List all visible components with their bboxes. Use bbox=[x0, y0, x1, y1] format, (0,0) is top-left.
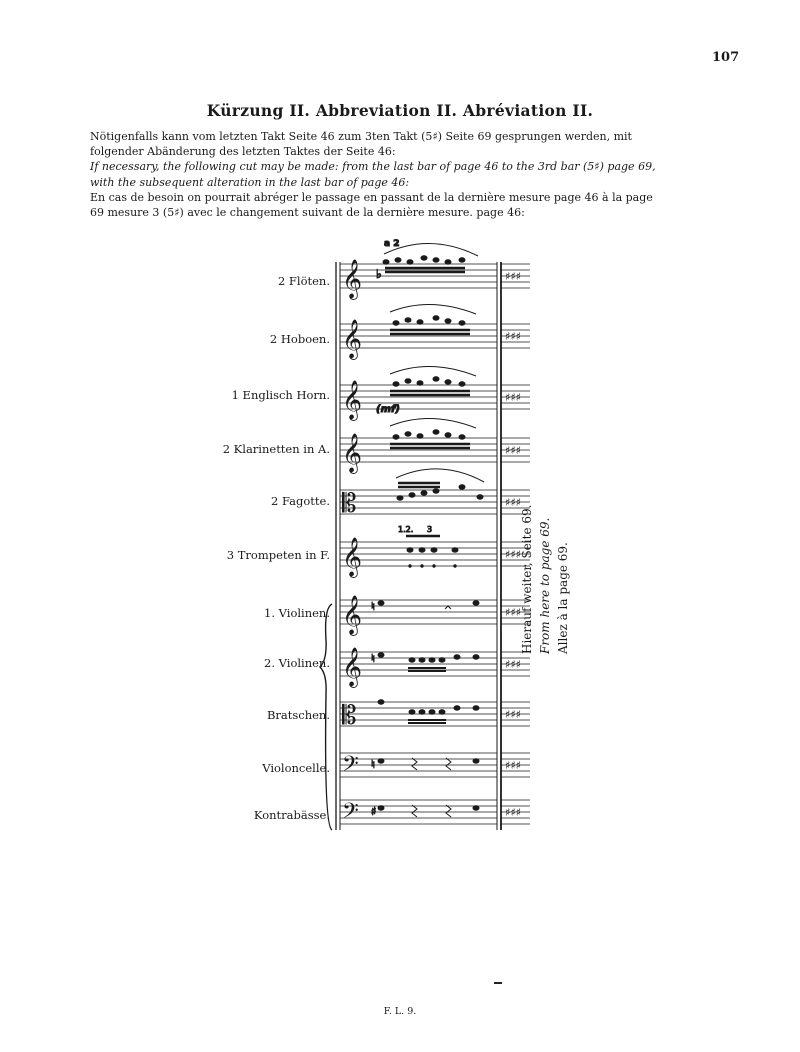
flute-figure bbox=[376, 243, 478, 281]
instrument-label-violinen-2: 2. Violinen. bbox=[264, 656, 330, 670]
clarinet-figure bbox=[390, 418, 476, 448]
trumpet-figure bbox=[398, 525, 458, 567]
treble-clef-icon: 𝄞 bbox=[342, 595, 363, 635]
oboe-figure bbox=[390, 304, 476, 334]
instrument-label-bratschen: Bratschen. bbox=[266, 708, 330, 722]
instruction-german: Nötigenfalls kann vom letzten Takt Seite 46 zum 3ten Takt (5♯) Seite 69 gesprungen werden, mit folgender Abänderung des letzten Taktes der Seite 46: bbox=[90, 130, 632, 159]
instrument-label-violinen-1: 1. Violinen. bbox=[264, 606, 330, 620]
svg-text:♭: ♭ bbox=[376, 267, 382, 281]
svg-text:♯: ♯ bbox=[371, 805, 377, 818]
footer-plate-number: F. L. 9. bbox=[383, 1006, 417, 1017]
trumpet-parts-label: 1.2. bbox=[398, 525, 414, 534]
instruction-english: If necessary, the following cut may be made: from the last bar of page 46 to the 3rd bar (5♯) page 69, with the subsequent alteration in the last bar of page 46: bbox=[90, 160, 656, 189]
ink-mark bbox=[494, 982, 502, 984]
strings-brace bbox=[320, 604, 332, 830]
side-note bbox=[520, 490, 620, 660]
treble-clef-icon: 𝄞 bbox=[342, 319, 363, 359]
treble-clef-icon: 𝄞 bbox=[342, 647, 363, 687]
a2-marking: a 2 bbox=[384, 239, 400, 249]
english-horn-figure bbox=[390, 366, 476, 395]
sharp-key-signature-icon: ♯♯♯ bbox=[505, 658, 521, 671]
sharp-key-signature-icon: ♯♯♯ bbox=[505, 496, 521, 509]
sharp-key-signature-icon: ♯♯♯ bbox=[505, 548, 521, 561]
trumpet-part3-label: 3 bbox=[427, 525, 433, 534]
treble-clef-icon: 𝄞 bbox=[342, 380, 363, 420]
bass-clef-icon: 𝄢 bbox=[342, 752, 359, 782]
page-title: Kürzung II. Abbreviation II. Abréviation II. bbox=[206, 101, 594, 120]
instrument-label-klarinetten: 2 Klarinetten in A. bbox=[222, 442, 330, 456]
svg-text:♮: ♮ bbox=[371, 758, 375, 771]
side-note-english: From here to page 69. bbox=[538, 517, 552, 654]
instrument-label-englisch-horn: 1 Englisch Horn. bbox=[231, 388, 330, 402]
treble-clef-icon: 𝄞 bbox=[342, 433, 363, 473]
sharp-key-signature-icon: ♯♯♯ bbox=[505, 759, 521, 772]
instrument-label-kontrabaesse: Kontrabässe. bbox=[253, 808, 330, 822]
tenor-clef-icon: 𝄡 bbox=[342, 489, 357, 519]
page-number: 107 bbox=[712, 50, 740, 65]
side-note-french: Allez à la page 69. bbox=[556, 542, 570, 654]
svg-text:♮: ♮ bbox=[371, 600, 375, 613]
instrument-label-fagotte: 2 Fagotte. bbox=[270, 494, 330, 508]
sharp-key-signature-icon: ♯♯♯ bbox=[505, 444, 521, 457]
dynamic-mf: (mf) bbox=[376, 404, 400, 415]
bass-clef-icon: 𝄢 bbox=[342, 799, 359, 829]
bassoon-figure bbox=[396, 469, 484, 500]
alto-clef-icon: 𝄡 bbox=[342, 701, 357, 731]
instrument-label-trompeten: 3 Trompeten in F. bbox=[226, 548, 330, 562]
sharp-key-signature-icon: ♯♯♯ bbox=[505, 391, 521, 404]
instrument-label-floeten: 2 Flöten. bbox=[277, 274, 330, 288]
instrument-label-violoncelle: Violoncelle. bbox=[262, 761, 330, 775]
strings-figures bbox=[371, 600, 479, 818]
treble-clef-icon: 𝄞 bbox=[342, 537, 363, 577]
sharp-key-signature-icon: ♯♯♯ bbox=[505, 606, 521, 619]
clefs bbox=[342, 259, 362, 829]
treble-clef-icon: 𝄞 bbox=[342, 259, 363, 299]
sharp-key-signature-icon: ♯♯♯ bbox=[505, 330, 521, 343]
sharp-key-signature-icon: ♯♯♯ bbox=[505, 708, 521, 721]
key-signatures bbox=[505, 270, 521, 819]
side-note-german: Hierauf weiter, Seite 69. bbox=[520, 504, 534, 654]
svg-text:♮: ♮ bbox=[371, 652, 375, 665]
instruction-french: En cas de besoin on pourrait abréger le passage en passant de la dernière mesure page 46 à la page 69 mesure 3 (5♯) avec le changement suivant de la dernière mesure. page 46: bbox=[90, 190, 653, 220]
sharp-key-signature-icon: ♯♯♯ bbox=[505, 270, 521, 283]
instrument-label-hoboen: 2 Hoboen. bbox=[269, 332, 330, 346]
sharp-key-signature-icon: ♯♯♯ bbox=[505, 806, 521, 819]
